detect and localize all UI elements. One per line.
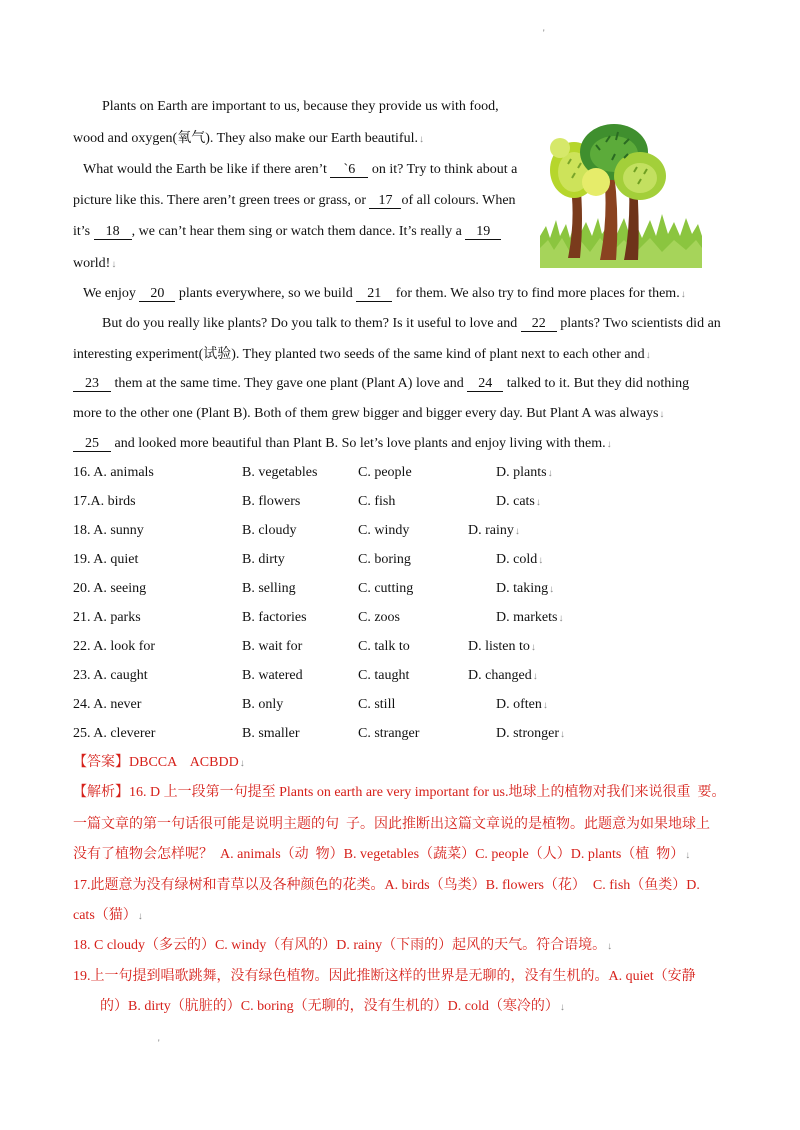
question-24-option-c: C. still [358,697,396,712]
analysis-line-5: cats（猫）↓ [73,908,143,923]
question-16-option-b: B. vegetables [242,465,318,480]
question-20-option-d: D. taking↓ [496,581,555,596]
question-22-option-b: B. wait for [242,639,303,654]
question-16-option-d: D. plants↓ [496,465,553,480]
question-20-option-b: B. selling [242,581,296,596]
question-25-option-b: B. smaller [242,726,300,741]
analysis-line-2: 一篇文章的第一句话很可能是说明主题的句 子。因此推断出这篇文章说的是植物。此题意为如果地球上 [73,817,710,832]
question-21-option-b: B. factories [242,610,307,625]
passage-line-12: 25 and looked more beautiful than Plant B. So let’s love plants and enjoy living with them.↓ [73,435,612,454]
question-21-option-c: C. zoos [358,610,400,625]
blank-17: 17 [369,193,401,209]
question-23-option-c: C. taught [358,668,410,683]
blank-24: 24 [467,376,503,392]
analysis-label: 【解析】 [73,785,129,800]
passage-line-8: But do you really like plants? Do you talk to them? Is it useful to love and 22 plants? Two scientists did an [102,316,721,331]
analysis-line-1: 【解析】16. D 上一段第一句提至 Plants on earth are very important for us.地球上的植物对我们来说很重 要。 [73,785,726,800]
question-19-option-b: B. dirty [242,552,285,567]
question-19-option-a: 19. A. quiet [73,552,139,567]
question-23-option-a: 23. A. caught [73,668,148,683]
passage-line-9: interesting experiment(试验). They planted two seeds of the same kind of plant next to each other and↓ [73,347,651,362]
passage-line-6: world!↓ [73,256,117,271]
question-21-option-a: 21. A. parks [73,610,141,625]
answer-label: 【答案】 [73,755,129,770]
question-17-option-a: 17.A. birds [73,494,136,509]
page-mark-bottom: ' [158,1038,160,1048]
passage-line-3: What would the Earth be like if there aren’t `6 on it? Try to think about a [83,162,518,177]
question-23-option-b: B. watered [242,668,303,683]
analysis-line-4: 17.此题意为没有绿树和青草以及各种颜色的花类。A. birds（鸟类）B. flowers（花） C. fish（鱼类）D. [73,878,700,893]
blank-20: 20 [139,286,175,302]
question-24-option-b: B. only [242,697,284,712]
passage-line-11: more to the other one (Plant B). Both of them grew bigger and bigger every day. But Plant A was always↓ [73,406,665,421]
question-24-option-a: 24. A. never [73,697,142,712]
blank-16: `6 [330,162,368,178]
passage-line-2: wood and oxygen(氧气). They also make our Earth beautiful.↓ [73,131,424,146]
question-18-option-d: D. rainy↓ [468,523,520,538]
analysis-line-8: 的）B. dirty（肮脏的）C. boring（无聊的，没有生机的）D. cold（寒冷的）↓ [100,999,565,1014]
page-mark-top: ' [543,28,545,38]
blank-25: 25 [73,436,111,452]
blank-22: 22 [521,316,557,332]
question-18-option-a: 18. A. sunny [73,523,144,538]
question-23-option-d: D. changed↓ [468,668,538,683]
question-16-option-a: 16. A. animals [73,465,154,480]
question-19-option-c: C. boring [358,552,411,567]
blank-18: 18 [94,224,132,240]
question-22-option-c: C. talk to [358,639,410,654]
question-17-option-c: C. fish [358,494,396,509]
question-21-option-d: D. markets↓ [496,610,564,625]
analysis-line-6: 18. C cloudy（多云的）C. windy（有风的）D. rainy（下雨的）起风的天气。符合语境。↓ [73,938,613,953]
question-24-option-d: D. often↓ [496,697,548,712]
analysis-line-7: 19.上一句提到唱歌跳舞，没有绿色植物。因此推断这样的世界是无聊的，没有生机的。A. quiet（安静 [73,969,696,984]
blank-19: 19 [465,224,501,240]
passage-line-1: Plants on Earth are important to us, because they provide us with food, [102,99,499,114]
question-20-option-a: 20. A. seeing [73,581,147,596]
question-17-option-d: D. cats↓ [496,494,541,509]
tree-illustration [540,118,702,268]
question-18-option-b: B. cloudy [242,523,297,538]
question-25-option-c: C. stranger [358,726,420,741]
blank-23: 23 [73,376,111,392]
passage-line-5: it’s 18 , we can’t hear them sing or watch them dance. It’s really a 19 [73,223,501,241]
passage-line-10: 23 them at the same time. They gave one plant (Plant A) love and 24 talked to it. But they did nothing [73,375,689,393]
question-20-option-c: C. cutting [358,581,414,596]
analysis-line-3: 没有了植物会怎样呢？ A. animals（动 物）B. vegetables（蔬菜）C. people（人）D. plants（植 物）↓ [73,847,691,862]
question-17-option-b: B. flowers [242,494,301,509]
question-16-option-c: C. people [358,465,412,480]
question-25-option-a: 25. A. cleverer [73,726,156,741]
passage-line-7: We enjoy 20 plants everywhere, so we build 21 for them. We also try to find more places for them.↓ [83,286,686,301]
blank-21: 21 [356,286,392,302]
passage-line-4: picture like this. There aren’t green trees or grass, or 17 of all colours. When [73,193,516,208]
answer-line: 【答案】DBCCA ACBDD↓ [73,755,245,770]
question-22-option-a: 22. A. look for [73,639,156,654]
question-22-option-d: D. listen to↓ [468,639,536,654]
question-25-option-d: D. stronger↓ [496,726,565,741]
answer-text: DBCCA ACBDD [129,755,239,770]
question-18-option-c: C. windy [358,523,410,538]
question-19-option-d: D. cold↓ [496,552,544,567]
